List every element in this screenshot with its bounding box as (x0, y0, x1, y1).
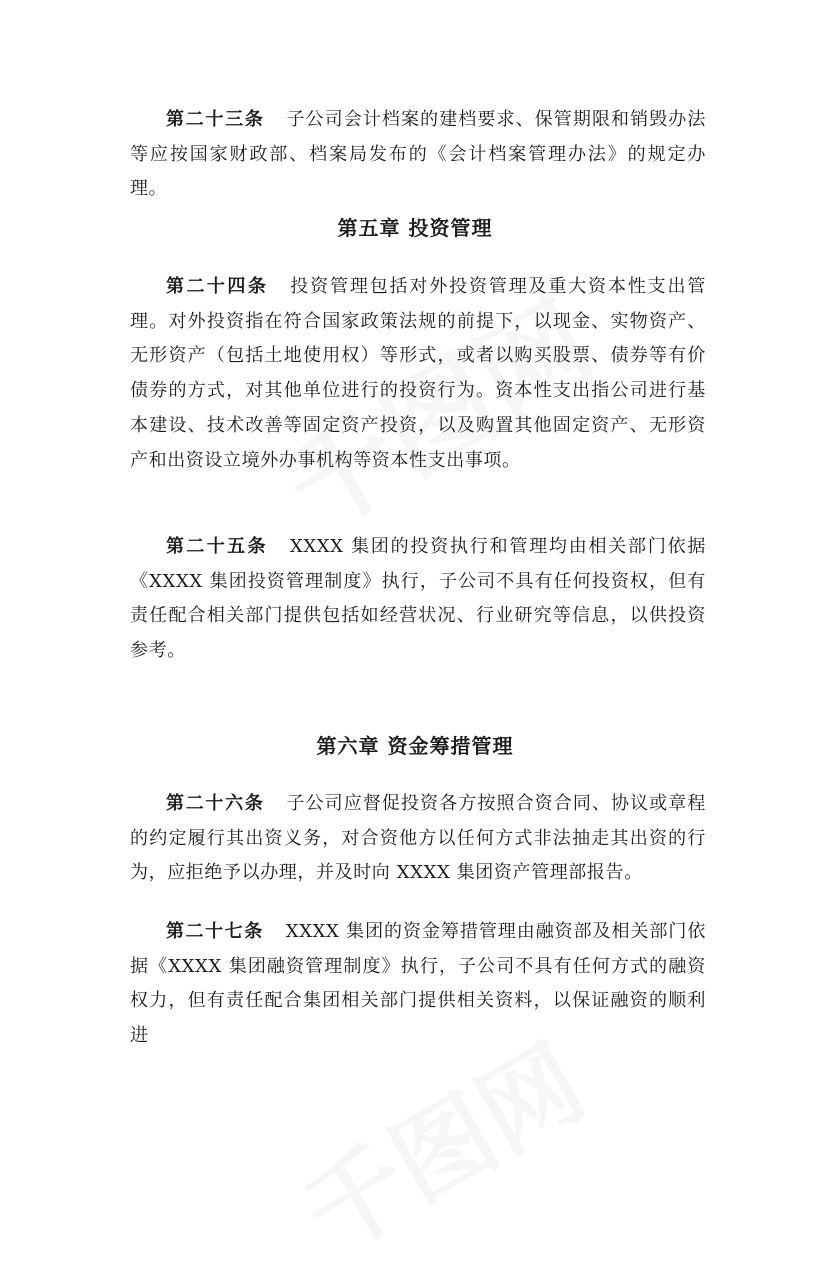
article-label: 第二十六条 (166, 793, 265, 814)
article-26 (130, 787, 706, 891)
article-label: 第二十七条 (166, 921, 264, 942)
article-text: XXXX 集团的资金筹措管理由融资部及相关部门依据《XXXX 集团融资管理制度》执行，子公司不具有任何方式的融资权力，但有责任配合集团相关部门提供相关资料，以保证融资的顺利进 (130, 921, 706, 1047)
chapter-6-heading: 第六章 资金筹措管理 (316, 734, 514, 758)
article-text: 子公司应督促投资各方按照合资合同、协议或章程的约定履行其出资义务，对合资他方以任何方式非法抽走其出资的行为，应拒绝予以办理，并及时向 XXXX 集团资产管理部报告。 (130, 793, 707, 884)
article-24 (130, 270, 706, 478)
article-text: 子公司会计档案的建档要求、保管期限和销毁办法等应按国家财政部、档案局发布的《会计档案管理办法》的规定办理。 (130, 109, 707, 200)
article-label: 第二十三条 (166, 109, 265, 130)
article-25 (130, 530, 706, 669)
article-23 (130, 103, 706, 207)
chapter-5-heading: 第五章 投资管理 (337, 216, 493, 240)
article-27 (130, 915, 706, 1054)
article-text: XXXX 集团的投资执行和管理均由相关部门依据《XXXX 集团投资管理制度》执行，子公司不具有任何投资权，但有责任配合相关部门提供包括如经营状况、行业研究等信息，以供投资参考。 (130, 536, 707, 662)
article-label: 第二十五条 (166, 536, 268, 557)
article-label: 第二十四条 (166, 276, 269, 297)
article-text: 投资管理包括对外投资管理及重大资本性支出管理。对外投资指在符合国家政策法规的前提下，以现金、实物资产、无形资产（包括土地使用权）等形式，或者以购买股票、债券等有价债券的方式，对其他单位进行的投资行为。资本性支出指公司进行基本建设、技术改善等固定资产投资，以及购置其他固定资产、无形资产和出资设立境外办事机构等资本性支出事项。 (130, 276, 706, 471)
